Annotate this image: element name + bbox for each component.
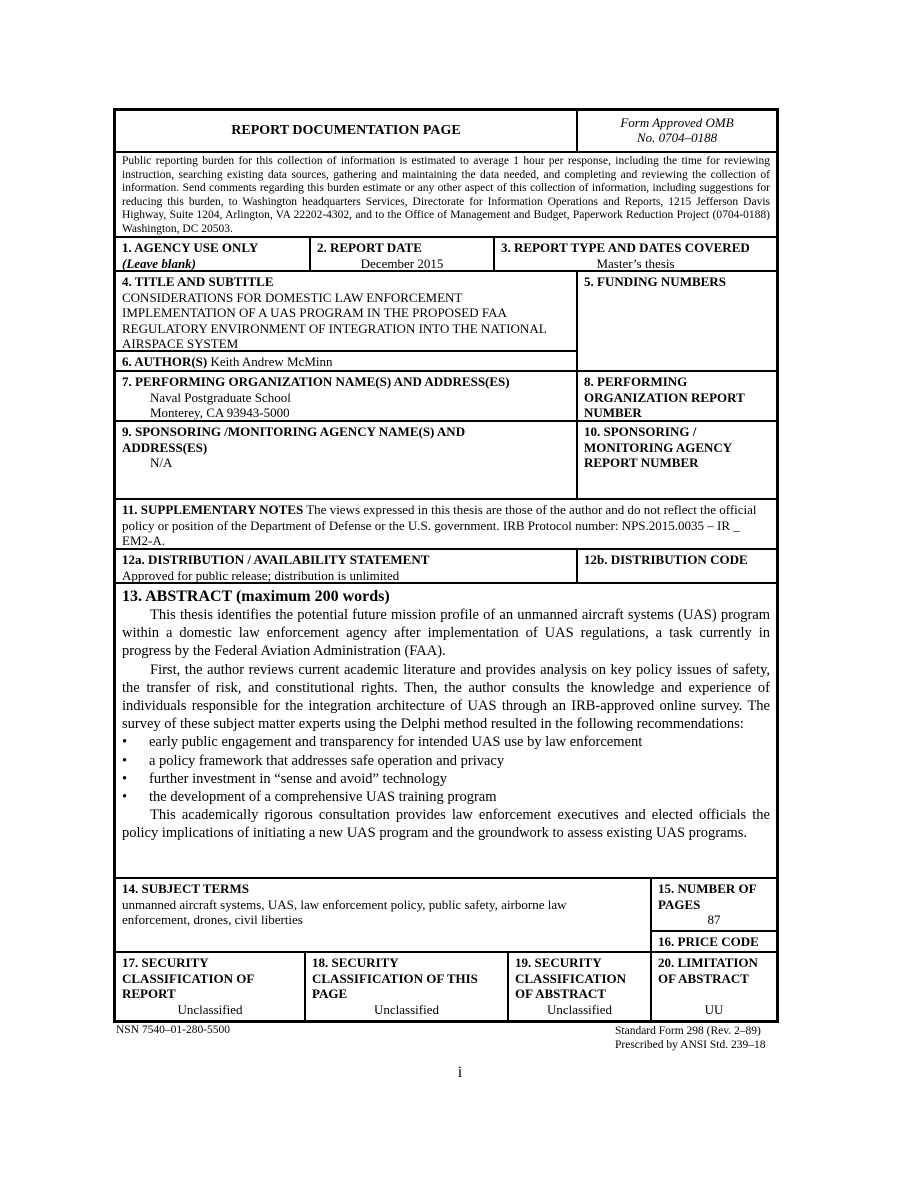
block-14-label: 14. SUBJECT TERMS [122,881,250,896]
block-1-label: 1. AGENCY USE ONLY [122,240,259,255]
block-12a-value: Approved for public release; distribution is unlimited [122,567,400,583]
block-3-label: 3. REPORT TYPE AND DATES COVERED [501,240,750,255]
block-14-value: unmanned aircraft systems, UAS, law enforcement policy, public safety, airborne law enforcement, drones, civil liberties [122,896,567,927]
block-11-label: 11. SUPPLEMENTARY NOTES [122,502,304,517]
abstract-paragraph-2: First, the author reviews current academic literature and provides analysis on key policy issues of safety, the transfer of risk, and constitutional rights. Then, the author consults the knowledge and experience of individuals responsible for the integration architecture of UAS through an IRB-approved online survey. The survey of these subject matter experts using the Delphi method resulted in the following recommendations: [122,661,770,733]
block-6-author [116,352,576,372]
abstract-paragraph-3: This academically rigorous consultation provides law enforcement executives and elected officials the policy implications of initiating a new UAS program and the groundwork to assess existing UAS programs. [122,807,770,842]
block-10-line2: MONITORING AGENCY [584,439,733,455]
pages-price-column [652,879,776,951]
block-1-agency-use [116,238,311,270]
block-12b-distribution-code: 12b. DISTRIBUTION CODE [584,552,748,567]
block-12a-label: 12a. DISTRIBUTION / AVAILABILITY STATEMENT [122,552,430,567]
block-19-line1: 19. SECURITY [515,955,602,970]
row-blocks-14-16 [116,879,776,953]
block-18-value: Unclassified [374,1001,439,1017]
block-17-value: Unclassified [177,1001,243,1017]
block-15-number-of-pages [652,879,776,932]
block-3-report-type [495,238,776,270]
block-10-sponsoring-report [578,422,776,498]
abstract-bullet [122,770,770,788]
block-7-label: 7. PERFORMING ORGANIZATION NAME(S) AND ADDRESS(ES) [122,374,510,389]
block-10-line3: REPORT NUMBER [584,455,699,470]
block-11-supplementary-notes [116,500,776,548]
form-approved-line2: No. 0704–0188 [636,130,718,145]
block-20-line2: OF ABSTRACT [658,970,749,986]
block-2-value: December 2015 [360,255,444,271]
block-15-value: 87 [707,912,721,927]
row-blocks-9-10 [116,422,776,500]
abstract-bullet-text: further investment in “sense and avoid” technology [149,770,447,787]
burden-statement: Public reporting burden for this collection of information is estimated to average 1 hour per response, including the time for reviewing instruction, searching existing data sources, gathering and maintaining the data needed, and completing and reviewing the collection of information. Send comments regarding this burden estimate or any other aspect of this collection of information, including suggestions for reducing this burden, to Washington headquarters Services, Directorate for Information Operations and Reports, 1215 Jefferson Davis Highway, Suite 1204, Arlington, VA 22202-4302, and to the Office of Management and Budget, Paperwork Reduction Project (0704-0188) Washington, DC 20503. [122,155,770,235]
block-17-line3: REPORT [122,986,176,1001]
block-1-sublabel: (Leave blank) [122,255,197,271]
title-author-column [116,272,578,370]
block-4-label: 4. TITLE AND SUBTITLE [122,274,274,289]
form-header-row [116,111,776,153]
block-14-subject-terms [116,879,652,951]
block-18-line2: CLASSIFICATION OF THIS [312,970,478,986]
block-8-line3: NUMBER [584,405,642,420]
block-20-value: UU [704,1001,724,1017]
abstract-bullet [122,733,770,751]
block-3-value: Master’s thesis [596,255,675,271]
block-18-line3: PAGE [312,986,348,1001]
page-number: i [457,1064,463,1081]
block-18-line1: 18. SECURITY [312,955,399,970]
block-13-abstract [116,584,776,877]
row-block-11 [116,500,776,550]
abstract-bullet-text: the development of a comprehensive UAS training program [149,789,497,806]
row-blocks-17-20 [116,953,776,1020]
block-11-value: The views expressed in this thesis are those of the author and do not reflect the official policy or position of the Department of Defense or the U.S. government. IRB Protocol number: NPS.2015.0035 – IR _ EM2-A. [122,502,757,548]
standard-form-note [615,1024,765,1052]
row-blocks-12 [116,550,776,584]
bullet-icon: • [122,734,128,751]
form-approved-line1: Form Approved OMB [620,115,734,130]
bullet-icon: • [122,752,128,769]
block-9-value: N/A [150,455,173,470]
block-19-value: Unclassified [547,1001,612,1017]
block-2-report-date [311,238,495,270]
abstract-bullet-text: early public engagement and transparency for intended UAS use by law enforcement [149,734,643,751]
block-15-line1: 15. NUMBER OF [658,881,757,896]
block-17-line1: 17. SECURITY [122,955,209,970]
block-7-performing-org [116,372,578,420]
block-6-value: Keith Andrew McMinn [210,354,333,369]
block-9-line1: 9. SPONSORING /MONITORING AGENCY NAME(S) AND [122,424,466,439]
block-19-line2: CLASSIFICATION [515,970,627,986]
form-title: REPORT DOCUMENTATION PAGE [116,111,578,151]
abstract-bullet-text: a policy framework that addresses safe operation and privacy [149,752,505,769]
block-8-line1: 8. PERFORMING [584,374,688,389]
bullet-icon: • [122,789,128,806]
block-12a-distribution [116,550,578,582]
block-2-label: 2. REPORT DATE [317,240,422,255]
row-blocks-7-8 [116,372,776,422]
block-20-line1: 20. LIMITATION [658,955,758,970]
abstract-bullet [122,788,770,806]
block-4-title [116,272,576,352]
form-approved-omb [578,111,776,151]
block-6-label: 6. AUTHOR(S) [122,354,208,369]
block-18-security-page [306,953,509,1020]
block-9-line2: ADDRESS(ES) [122,439,208,455]
block-4-value: CONSIDERATIONS FOR DOMESTIC LAW ENFORCEMENT IMPLEMENTATION OF A UAS PROGRAM IN THE PROPOSED FAA REGULATORY ENVIRONMENT OF INTEGRATION INTO THE NATIONAL AIRSPACE SYSTEM [122,289,547,351]
row-blocks-4-6 [116,272,776,372]
block-20-limitation-of-abstract [652,953,776,1020]
block-9-sponsoring-agency [116,422,578,498]
block-10-line1: 10. SPONSORING / [584,424,697,439]
block-13-label: 13. ABSTRACT (maximum 200 words) [122,588,390,605]
block-8-line2: ORGANIZATION REPORT [584,389,745,405]
block-17-security-report [116,953,306,1020]
burden-statement-row [116,153,776,238]
block-19-security-abstract [509,953,652,1020]
block-7-line2: Monterey, CA 93943-5000 [150,405,290,420]
abstract-bullet [122,752,770,770]
block-16-price-code: 16. PRICE CODE [658,933,759,949]
block-7-line1: Naval Postgraduate School [150,389,291,405]
bullet-icon: • [122,770,128,787]
abstract-paragraph-1: This thesis identifies the potential future mission profile of an unmanned aircraft systems (UAS) program within a domestic law enforcement agency after implementation of UAS regulations, a task currently in progress by the Federal Aviation Administration (FAA). [122,607,770,660]
standard-form-line: Standard Form 298 (Rev. 2–89) [615,1025,761,1037]
prescribed-line: Prescribed by ANSI Std. 239–18 [615,1039,766,1051]
block-17-line2: CLASSIFICATION OF [122,970,255,986]
block-8-performing-report [578,372,776,420]
block-5-funding-numbers: 5. FUNDING NUMBERS [584,274,726,289]
block-15-line2: PAGES [658,896,701,912]
row-blocks-1-3 [116,238,776,272]
row-block-13 [116,584,776,879]
block-19-line3: OF ABSTRACT [515,986,606,1001]
nsn-number: NSN 7540–01-280-5500 [116,1024,231,1036]
report-documentation-form [113,108,779,1023]
